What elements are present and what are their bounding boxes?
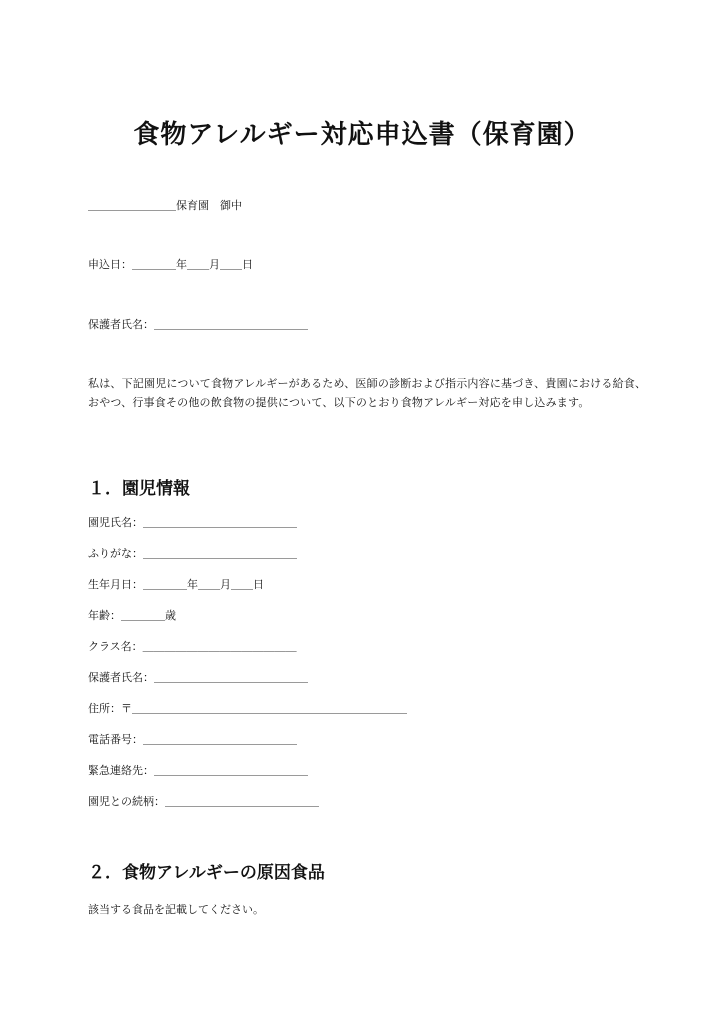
age-field: 年齢：＿＿＿＿歳 <box>88 609 176 622</box>
birth-date-field: 生年月日：＿＿＿＿年＿＿月＿＿日 <box>88 578 264 591</box>
intro-paragraph: 私は、下記園児について食物アレルギーがあるため、医師の診断および指示内容に基づき、貴園における給食、おやつ、行事食その他の飲食物の提供について、以下のとおり食物アレルギー対応を申し込みます。 <box>88 377 647 409</box>
section1-heading: １．園児情報 <box>88 479 190 499</box>
relationship-field: 園児との続柄：＿＿＿＿＿＿＿＿＿＿＿＿＿＿ <box>88 795 319 808</box>
addressee-line: ＿＿＿＿＿＿＿＿保育園 御中 <box>88 199 242 212</box>
guardian-name-line: 保護者氏名：＿＿＿＿＿＿＿＿＿＿＿＿＿＿ <box>88 318 308 331</box>
application-date-line: 申込日：＿＿＿＿年＿＿月＿＿日 <box>88 258 253 271</box>
section2-heading: ２．食物アレルギーの原因食品 <box>88 863 325 883</box>
guardian-name-field: 保護者氏名：＿＿＿＿＿＿＿＿＿＿＿＿＿＿ <box>88 671 308 684</box>
furigana-field: ふりがな：＿＿＿＿＿＿＿＿＿＿＿＿＿＿ <box>88 547 297 560</box>
phone-field: 電話番号：＿＿＿＿＿＿＿＿＿＿＿＿＿＿ <box>88 733 297 746</box>
document-title: 食物アレルギー対応申込書（保育園） <box>133 120 591 150</box>
section2-instruction: 該当する食品を記載してください。 <box>88 903 264 916</box>
emergency-contact-field: 緊急連絡先：＿＿＿＿＿＿＿＿＿＿＿＿＿＿ <box>88 764 308 777</box>
child-name-field: 園児氏名：＿＿＿＿＿＿＿＿＿＿＿＿＿＿ <box>88 516 297 529</box>
address-field: 住所：〒＿＿＿＿＿＿＿＿＿＿＿＿＿＿＿＿＿＿＿＿＿＿＿＿＿ <box>88 702 407 715</box>
class-name-field: クラス名：＿＿＿＿＿＿＿＿＿＿＿＿＿＿ <box>88 640 297 653</box>
